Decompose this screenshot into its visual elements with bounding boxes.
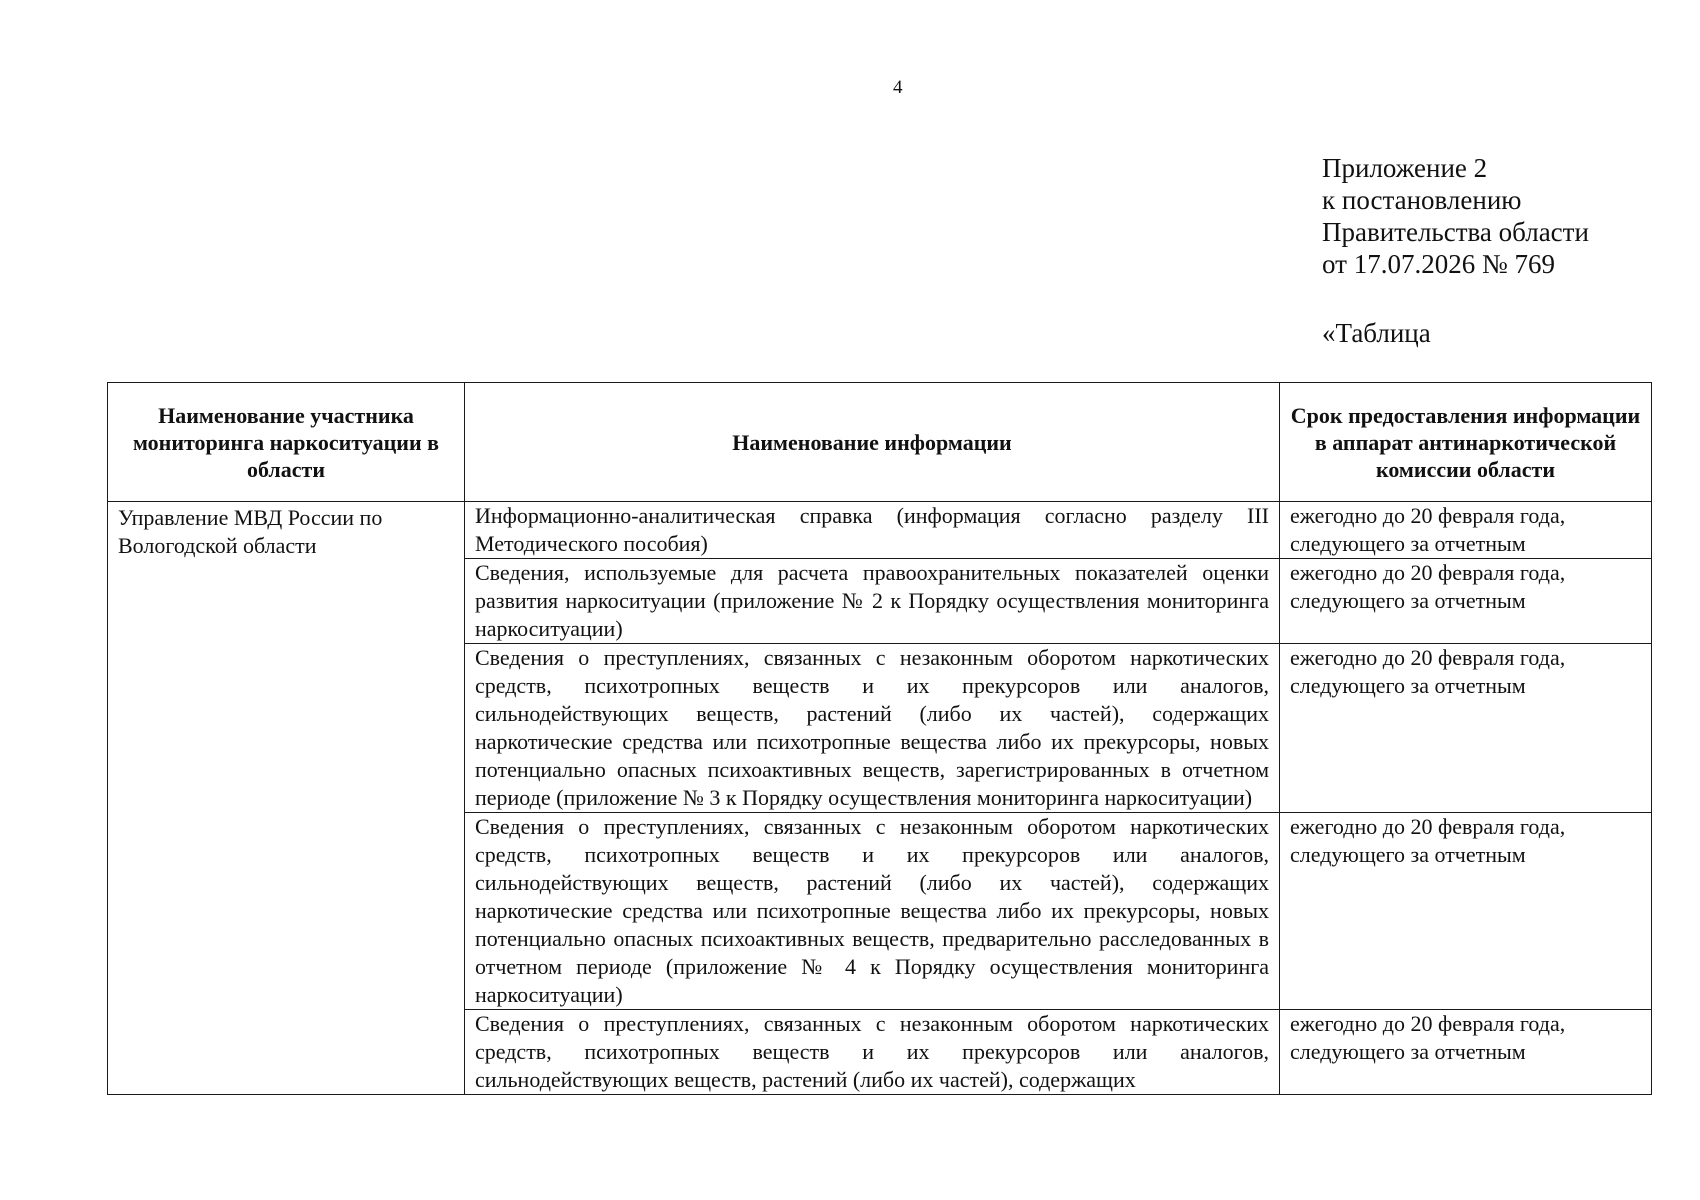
participant-cell: Управление МВД России по Вологодской области	[108, 502, 465, 1095]
deadline-text: ежегодно до 20 февраля года, следующего за отчетным	[1290, 560, 1566, 613]
appendix-heading	[1322, 152, 1589, 280]
information-cell: Сведения, используемые для расчета правоохранительных показателей оценки развития наркоситуации (приложение № 2 к Порядку осуществления мониторинга наркоситуации)	[465, 559, 1280, 644]
table-header-row	[108, 383, 1652, 502]
deadline-cell	[1280, 559, 1652, 644]
deadline-text: ежегодно до 20 февраля года, следующего за отчетным	[1290, 645, 1566, 698]
appendix-line-date-number: от 17.07.2026 № 769	[1322, 249, 1555, 279]
header-deadline: Срок предоставления информации в аппарат антинаркотической комиссии области	[1280, 383, 1652, 502]
deadline-cell	[1280, 644, 1652, 813]
deadline-cell	[1280, 813, 1652, 1010]
information-cell: Информационно-аналитическая справка (информация согласно разделу III Методического пособия)	[465, 502, 1280, 559]
deadline-cell	[1280, 502, 1652, 559]
page-number: 4	[893, 77, 903, 98]
appendix-line-authority: Правительства области	[1322, 217, 1589, 247]
table-row	[108, 502, 1652, 559]
monitoring-table	[107, 382, 1652, 1095]
information-cell: Сведения о преступлениях, связанных с незаконным оборотом наркотических средств, психотропных веществ и их прекурсоров или аналогов, сильнодействующих веществ, растений (либо их частей), содержащих наркотические средства или психотропные вещества либо их прекурсоры, новых потенциально опасных психоактивных веществ, зарегистрированных в отчетном периоде (приложение № 3 к Порядку осуществления мониторинга наркоситуации)	[465, 644, 1280, 813]
header-participant: Наименование участника мониторинга наркоситуации в области	[108, 383, 465, 502]
deadline-cell	[1280, 1010, 1652, 1095]
header-information: Наименование информации	[465, 383, 1280, 502]
appendix-line-title: Приложение 2	[1322, 153, 1488, 183]
information-cell: Сведения о преступлениях, связанных с незаконным оборотом наркотических средств, психотропных веществ и их прекурсоров или аналогов, сильнодействующих веществ, растений (либо их частей), содержащих наркотические средства или психотропные вещества либо их прекурсоры, новых потенциально опасных психоактивных веществ, предварительно расследованных в отчетном периоде (приложение № 4 к Порядку осуществления мониторинга наркоситуации)	[465, 813, 1280, 1010]
table-caption: «Таблица	[1322, 318, 1431, 348]
appendix-line-reference: к постановлению	[1322, 185, 1522, 215]
information-cell: Сведения о преступлениях, связанных с незаконным оборотом наркотических средств, психотропных веществ и их прекурсоров или аналогов, сильнодействующих веществ, растений (либо их частей), содержащих	[465, 1010, 1280, 1095]
deadline-text: ежегодно до 20 февраля года, следующего за отчетным	[1290, 503, 1566, 556]
deadline-text: ежегодно до 20 февраля года, следующего за отчетным	[1290, 814, 1566, 867]
deadline-text: ежегодно до 20 февраля года, следующего за отчетным	[1290, 1011, 1566, 1064]
